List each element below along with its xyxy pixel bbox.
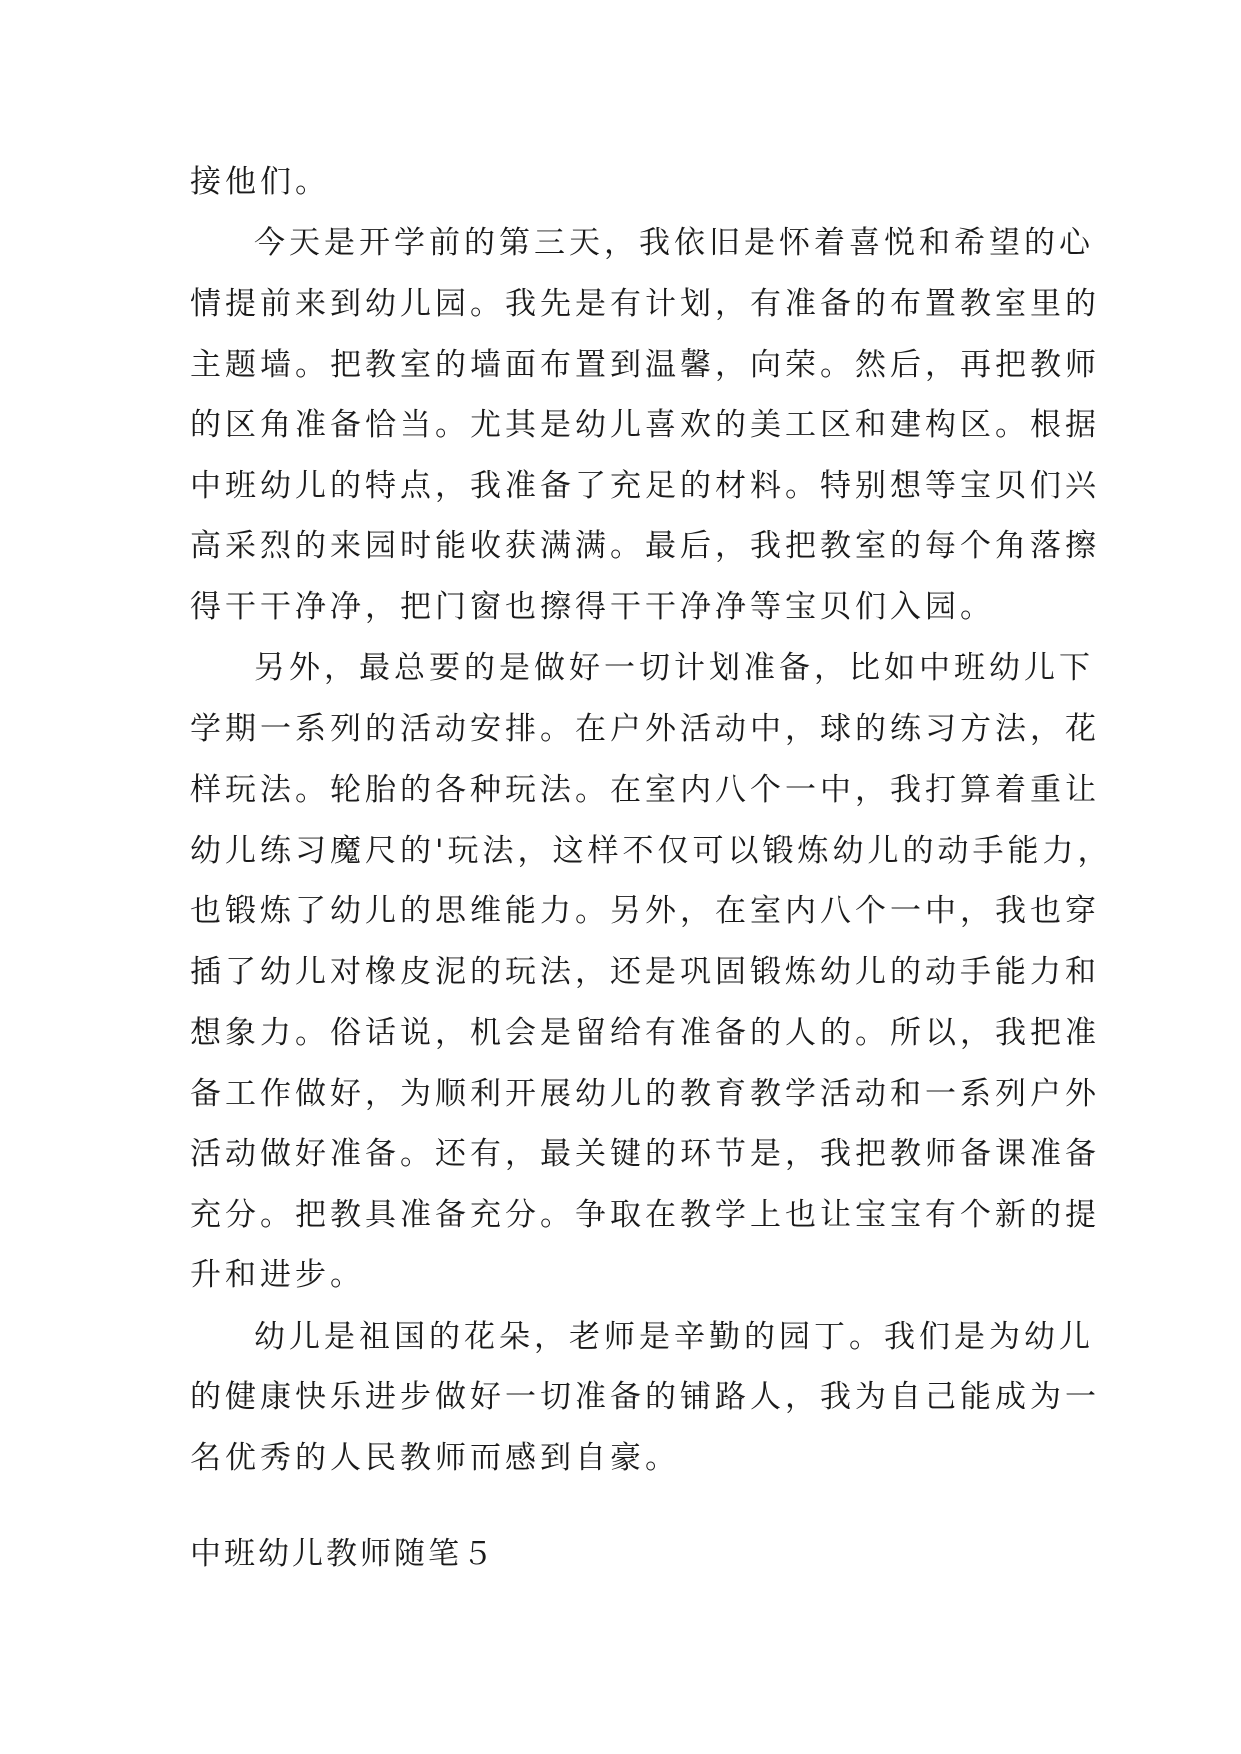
paragraph-first-line: 今天是开学前的第三天，我依旧是怀着喜悦和希望的心 xyxy=(254,225,1094,261)
text-line: 中班幼儿的特点，我准备了充足的材料。特别想等宝贝们兴 xyxy=(190,468,1100,504)
text-line: 情提前来到幼儿园。我先是有计划，有准备的布置教室里的 xyxy=(190,286,1100,322)
text-line: 样玩法。轮胎的各种玩法。在室内八个一中，我打算着重让 xyxy=(190,772,1100,808)
text-line: 的健康快乐进步做好一切准备的铺路人，我为自己能成为一 xyxy=(190,1379,1100,1415)
text-line: 得干干净净，把门窗也擦得干干净净等宝贝们入园。 xyxy=(190,589,995,625)
text-line: 活动做好准备。还有，最关键的环节是，我把教师备课准备 xyxy=(190,1136,1100,1172)
text-line: 想象力。俗话说，机会是留给有准备的人的。所以，我把准 xyxy=(190,1015,1100,1051)
text-line: 主题墙。把教室的墙面布置到温馨，向荣。然后，再把教师 xyxy=(190,347,1100,383)
text-line: 升和进步。 xyxy=(190,1257,365,1293)
text-line: 也锻炼了幼儿的思维能力。另外，在室内八个一中，我也穿 xyxy=(190,893,1100,929)
section-heading: 中班幼儿教师随笔５ xyxy=(190,1536,496,1572)
text-line: 名优秀的人民教师而感到自豪。 xyxy=(190,1440,680,1476)
text-line: 充分。把教具准备充分。争取在教学上也让宝宝有个新的提 xyxy=(190,1197,1100,1233)
text-line: 幼儿练习魔尺的'玩法，这样不仅可以锻炼幼儿的动手能力， xyxy=(190,833,1113,869)
text-line: 插了幼儿对橡皮泥的玩法，还是巩固锻炼幼儿的动手能力和 xyxy=(190,954,1100,990)
text-line: 高采烈的来园时能收获满满。最后，我把教室的每个角落擦 xyxy=(190,528,1100,564)
text-line: 接他们。 xyxy=(190,164,330,200)
paragraph-first-line: 另外，最总要的是做好一切计划准备，比如中班幼儿下 xyxy=(254,650,1094,686)
text-line: 备工作做好，为顺利开展幼儿的教育教学活动和一系列户外 xyxy=(190,1076,1100,1112)
text-line: 学期一系列的活动安排。在户外活动中，球的练习方法，花 xyxy=(190,711,1100,747)
paragraph-first-line: 幼儿是祖国的花朵，老师是辛勤的园丁。我们是为幼儿 xyxy=(254,1319,1094,1355)
text-line: 的区角准备恰当。尤其是幼儿喜欢的美工区和建构区。根据 xyxy=(190,407,1100,443)
